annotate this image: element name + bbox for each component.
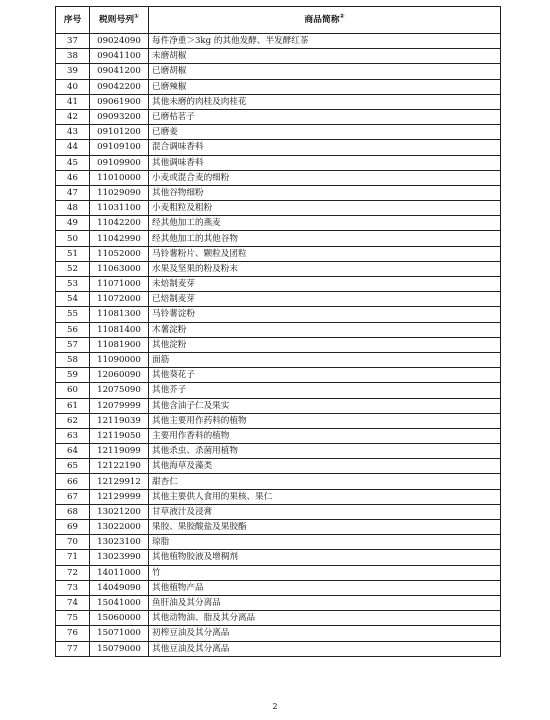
table-row — [56, 428, 501, 443]
row-product-name: 马铃薯淀粉 — [149, 307, 501, 322]
row-tariff-code: 11031100 — [90, 201, 149, 216]
row-product-name: 小麦粗粒及粗粉 — [149, 201, 501, 216]
table-row — [56, 140, 501, 155]
row-tariff-code: 12122190 — [90, 459, 149, 474]
table-row — [56, 595, 501, 610]
row-tariff-code: 12129999 — [90, 489, 149, 504]
row-tariff-code: 12129912 — [90, 474, 149, 489]
tariff-table — [55, 6, 501, 657]
row-product-name: 其他动物油、脂及其分离品 — [149, 611, 501, 626]
row-product-name: 其他淀粉 — [149, 337, 501, 352]
row-serial-number: 75 — [56, 611, 90, 626]
row-product-name: 其他海草及藻类 — [149, 459, 501, 474]
row-serial-number: 72 — [56, 565, 90, 580]
row-serial-number: 46 — [56, 170, 90, 185]
table-row — [56, 216, 501, 231]
row-tariff-code: 09042200 — [90, 79, 149, 94]
row-tariff-code: 13023100 — [90, 535, 149, 550]
row-product-name: 其他未磨的肉桂及肉桂花 — [149, 94, 501, 109]
row-product-name: 初榨豆油及其分离品 — [149, 626, 501, 641]
row-serial-number: 37 — [56, 34, 90, 49]
table-row — [56, 231, 501, 246]
row-tariff-code: 11081900 — [90, 337, 149, 352]
row-serial-number: 48 — [56, 201, 90, 216]
table-row — [56, 64, 501, 79]
row-serial-number: 38 — [56, 49, 90, 64]
row-product-name: 鱼肝油及其分离品 — [149, 595, 501, 610]
row-tariff-code: 09109900 — [90, 155, 149, 170]
table-row — [56, 520, 501, 535]
row-tariff-code: 09024090 — [90, 34, 149, 49]
row-serial-number: 73 — [56, 580, 90, 595]
table-row — [56, 352, 501, 367]
row-product-name: 未磨胡椒 — [149, 49, 501, 64]
row-product-name: 其他含油子仁及果实 — [149, 398, 501, 413]
table-row — [56, 383, 501, 398]
row-product-name: 琼脂 — [149, 535, 501, 550]
table-row — [56, 109, 501, 124]
row-tariff-code: 11029090 — [90, 185, 149, 200]
row-tariff-code: 12119050 — [90, 428, 149, 443]
table-row — [56, 292, 501, 307]
row-tariff-code: 12119099 — [90, 444, 149, 459]
row-product-name: 主要用作香料的植物 — [149, 428, 501, 443]
row-product-name: 其他杀虫、杀菌用植物 — [149, 444, 501, 459]
row-tariff-code: 13023990 — [90, 550, 149, 565]
table-row — [56, 170, 501, 185]
row-product-name: 其他葵花子 — [149, 368, 501, 383]
row-tariff-code: 11010000 — [90, 170, 149, 185]
row-product-name: 水果及坚果的粉及粉末 — [149, 261, 501, 276]
row-tariff-code: 12075090 — [90, 383, 149, 398]
page-number: 2 — [272, 702, 278, 711]
table-row — [56, 641, 501, 656]
row-tariff-code: 09041200 — [90, 64, 149, 79]
row-tariff-code: 14011000 — [90, 565, 149, 580]
row-product-name: 经其他加工的其他谷物 — [149, 231, 501, 246]
row-tariff-code: 11081300 — [90, 307, 149, 322]
row-product-name: 甘草液汁及浸膏 — [149, 504, 501, 519]
row-tariff-code: 11042200 — [90, 216, 149, 231]
row-serial-number: 69 — [56, 520, 90, 535]
row-serial-number: 45 — [56, 155, 90, 170]
row-product-name: 木薯淀粉 — [149, 322, 501, 337]
row-serial-number: 66 — [56, 474, 90, 489]
table-row — [56, 49, 501, 64]
row-product-name: 混合调味香料 — [149, 140, 501, 155]
row-product-name: 其他植物胶液及增稠剂 — [149, 550, 501, 565]
row-tariff-code: 12119039 — [90, 413, 149, 428]
row-tariff-code: 11081400 — [90, 322, 149, 337]
row-tariff-code: 09109100 — [90, 140, 149, 155]
table-row — [56, 504, 501, 519]
table-row — [56, 246, 501, 261]
table-row — [56, 535, 501, 550]
row-serial-number: 44 — [56, 140, 90, 155]
row-serial-number: 71 — [56, 550, 90, 565]
table-row — [56, 322, 501, 337]
table-header-row — [56, 7, 501, 34]
row-serial-number: 52 — [56, 261, 90, 276]
row-product-name: 面筋 — [149, 352, 501, 367]
table-row — [56, 444, 501, 459]
tariff-table-container — [55, 6, 500, 657]
row-product-name: 已磨胡椒 — [149, 64, 501, 79]
row-serial-number: 65 — [56, 459, 90, 474]
table-row — [56, 474, 501, 489]
row-serial-number: 59 — [56, 368, 90, 383]
row-product-name: 马铃薯粉片、颗粒及团粒 — [149, 246, 501, 261]
row-tariff-code: 13021200 — [90, 504, 149, 519]
row-tariff-code: 15079000 — [90, 641, 149, 656]
table-row — [56, 459, 501, 474]
row-tariff-code: 11072000 — [90, 292, 149, 307]
row-serial-number: 74 — [56, 595, 90, 610]
row-tariff-code: 11052000 — [90, 246, 149, 261]
row-product-name: 已焙制麦芽 — [149, 292, 501, 307]
table-row — [56, 611, 501, 626]
row-tariff-code: 12060090 — [90, 368, 149, 383]
row-serial-number: 64 — [56, 444, 90, 459]
row-tariff-code: 15071000 — [90, 626, 149, 641]
row-product-name: 果胶、果胶酸盐及果胶酯 — [149, 520, 501, 535]
row-serial-number: 56 — [56, 322, 90, 337]
row-serial-number: 68 — [56, 504, 90, 519]
row-serial-number: 50 — [56, 231, 90, 246]
footnote-marker: ② — [339, 13, 345, 21]
row-serial-number: 43 — [56, 125, 90, 140]
header-serial-number: 序号 — [56, 7, 90, 34]
row-tariff-code: 11090000 — [90, 352, 149, 367]
row-tariff-code: 09101200 — [90, 125, 149, 140]
table-body — [56, 34, 501, 657]
row-product-name: 已磨辣椒 — [149, 79, 501, 94]
row-serial-number: 57 — [56, 337, 90, 352]
row-serial-number: 55 — [56, 307, 90, 322]
row-product-name: 其他主要供人食用的果核、果仁 — [149, 489, 501, 504]
table-row — [56, 79, 501, 94]
row-tariff-code: 14049090 — [90, 580, 149, 595]
table-row — [56, 34, 501, 49]
table-row — [56, 155, 501, 170]
row-product-name: 其他谷物细粉 — [149, 185, 501, 200]
footnote-marker: ① — [134, 13, 140, 21]
row-tariff-code: 09093200 — [90, 109, 149, 124]
row-serial-number: 77 — [56, 641, 90, 656]
row-tariff-code: 11063000 — [90, 261, 149, 276]
table-row — [56, 201, 501, 216]
row-serial-number: 51 — [56, 246, 90, 261]
row-serial-number: 76 — [56, 626, 90, 641]
row-serial-number: 63 — [56, 428, 90, 443]
row-serial-number: 53 — [56, 277, 90, 292]
row-serial-number: 47 — [56, 185, 90, 200]
row-product-name: 每件净重＞3kg 的其他发酵、半发酵红茶 — [149, 34, 501, 49]
row-product-name: 经其他加工的燕麦 — [149, 216, 501, 231]
table-row — [56, 185, 501, 200]
row-product-name: 竹 — [149, 565, 501, 580]
table-row — [56, 261, 501, 276]
table-row — [56, 550, 501, 565]
table-row — [56, 413, 501, 428]
row-tariff-code: 15041000 — [90, 595, 149, 610]
row-product-name: 未焙制麦芽 — [149, 277, 501, 292]
row-serial-number: 70 — [56, 535, 90, 550]
row-tariff-code: 12079999 — [90, 398, 149, 413]
row-serial-number: 54 — [56, 292, 90, 307]
table-row — [56, 580, 501, 595]
row-serial-number: 39 — [56, 64, 90, 79]
table-row — [56, 277, 501, 292]
row-serial-number: 67 — [56, 489, 90, 504]
row-tariff-code: 09061900 — [90, 94, 149, 109]
row-product-name: 甜杏仁 — [149, 474, 501, 489]
row-product-name: 其他豆油及其分离品 — [149, 641, 501, 656]
row-serial-number: 41 — [56, 94, 90, 109]
row-tariff-code: 13022000 — [90, 520, 149, 535]
header-product-name: 商品简称② — [149, 7, 501, 34]
table-row — [56, 94, 501, 109]
table-row — [56, 307, 501, 322]
row-serial-number: 61 — [56, 398, 90, 413]
row-product-name: 已磨枯茗子 — [149, 109, 501, 124]
row-tariff-code: 11042990 — [90, 231, 149, 246]
row-product-name: 其他调味香料 — [149, 155, 501, 170]
row-serial-number: 58 — [56, 352, 90, 367]
table-row — [56, 398, 501, 413]
row-product-name: 已磨姜 — [149, 125, 501, 140]
table-row — [56, 368, 501, 383]
row-product-name: 其他芥子 — [149, 383, 501, 398]
row-serial-number: 42 — [56, 109, 90, 124]
row-serial-number: 60 — [56, 383, 90, 398]
row-tariff-code: 15060000 — [90, 611, 149, 626]
row-product-name: 小麦或混合麦的细粉 — [149, 170, 501, 185]
row-serial-number: 62 — [56, 413, 90, 428]
row-serial-number: 49 — [56, 216, 90, 231]
table-row — [56, 337, 501, 352]
table-row — [56, 489, 501, 504]
table-row — [56, 125, 501, 140]
row-serial-number: 40 — [56, 79, 90, 94]
row-tariff-code: 11071000 — [90, 277, 149, 292]
row-product-name: 其他主要用作药料的植物 — [149, 413, 501, 428]
row-product-name: 其他植物产品 — [149, 580, 501, 595]
table-row — [56, 565, 501, 580]
table-row — [56, 626, 501, 641]
header-tariff-code: 税则号列① — [90, 7, 149, 34]
row-tariff-code: 09041100 — [90, 49, 149, 64]
